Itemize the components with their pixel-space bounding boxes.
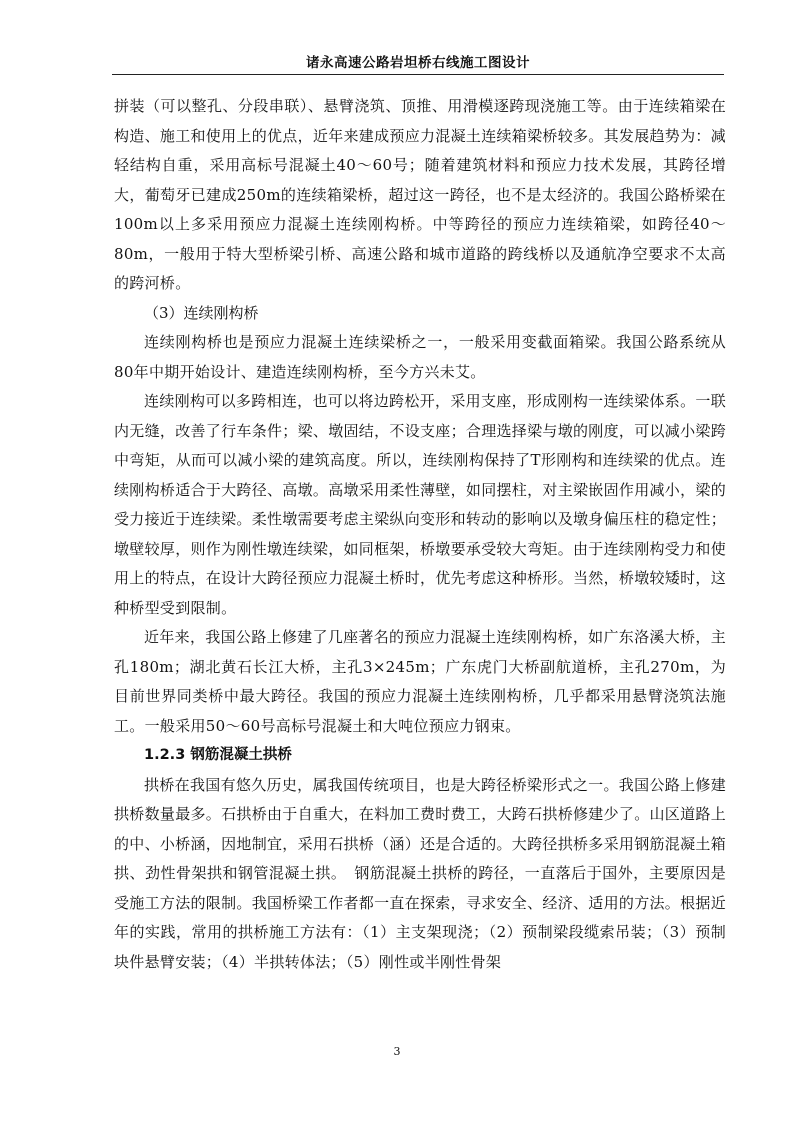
paragraph-rigid-frame-examples: 近年来，我国公路上修建了几座著名的预应力混凝土连续刚构桥，如广东洛溪大桥，主孔180m；湖北黄石长江大桥，主孔3×245m；广东虎门大桥副航道桥，主孔270m，为目前世界同类桥中最大跨径。我国的预应力混凝土连续刚构桥，几乎都采用悬臂浇筑法施工。一般采用50～60号高标号混凝土和大吨位预应力钢束。 — [114, 628, 726, 735]
header-divider — [112, 74, 724, 75]
page-number: 3 — [393, 1045, 401, 1058]
paragraph-arch-bridge: 拱桥在我国有悠久历史，属我国传统项目，也是大跨径桥梁形式之一。我国公路上修建拱桥数量最多。石拱桥由于自重大，在料加工费时费工，大跨石拱桥修建少了。山区道路上的中、小桥涵，因地制宜，采用石拱桥（涵）还是合适的。大跨径拱桥多采用钢筋混凝土箱拱、劲性骨架拱和钢管混凝土拱。 钢筋混凝土拱桥的跨径，一直落后于国外，主要原因是受施工方法的限制。我国桥梁工作者都一直在探索，寻求安全、经济、适用的方法。根据近年的实践，常用的拱桥施工方法有：（1）主支架现浇；（2）预制梁段缆索吊装；（3）预制块件悬臂安装；（4）半拱转体法；（5）刚性或半刚性骨架 — [114, 775, 727, 971]
paragraph-rigid-frame-features: 连续刚构可以多跨相连，也可以将边跨松开，采用支座，形成刚构一连续梁体系。一联内无缝，改善了行车条件；梁、墩固结，不设支座；合理选择梁与墩的刚度，可以减小梁跨中弯矩，从而可以减小梁的建筑高度。所以，连续刚构保持了T形刚构和连续梁的优点。连续刚构桥适合于大跨径、高墩。高墩采用柔性薄壁，如同摆柱，对主梁嵌固作用减小，梁的受力接近于连续梁。柔性墩需要考虑主梁纵向变形和转动的影响以及墩身偏压柱的稳定性；墩壁较厚，则作为刚性墩连续梁，如同框架，桥墩要承受较大弯矩。由于连续刚构受力和使用上的特点，在设计大跨径预应力混凝土桥时，优先考虑这种桥形。当然，桥墩较矮时，这种桥型受到限制。 — [114, 392, 727, 617]
paragraph-continuous-box-girder: 拼装（可以整孔、分段串联）、悬臂浇筑、顶推、用滑模逐跨现浇施工等。由于连续箱梁在构造、施工和使用上的优点，近年来建成预应力混凝土连续箱梁桥较多。其发展趋势为：减轻结构自重，采用高标号混凝土40～60号；随着建筑材料和预应力技术发展，其跨径增大，葡萄牙已建成250m的连续箱梁桥，超过这一跨径，也不是太经济的。我国公路桥梁在100m以上多采用预应力混凝土连续刚构桥。中等跨径的预应力连续箱梁，如跨径40～80m，一般用于特大型桥梁引桥、高速公路和城市道路的跨线桥以及通航净空要求不太高的跨河桥。 — [114, 97, 727, 292]
paragraph-rigid-frame-intro: 连续刚构桥也是预应力混凝土连续梁桥之一，一般采用变截面箱梁。我国公路系统从80年中期开始设计、建造连续刚构桥，至今方兴未艾。 — [114, 333, 726, 381]
section-heading-arch-bridge: 1.2.3 钢筋混凝土拱桥 — [144, 747, 292, 763]
document-body — [114, 92, 726, 977]
page-header-title: 诸永高速公路岩坦桥右线施工图设计 — [306, 55, 530, 71]
subsection-heading-rigid-frame: （3）连续刚构桥 — [144, 303, 259, 322]
